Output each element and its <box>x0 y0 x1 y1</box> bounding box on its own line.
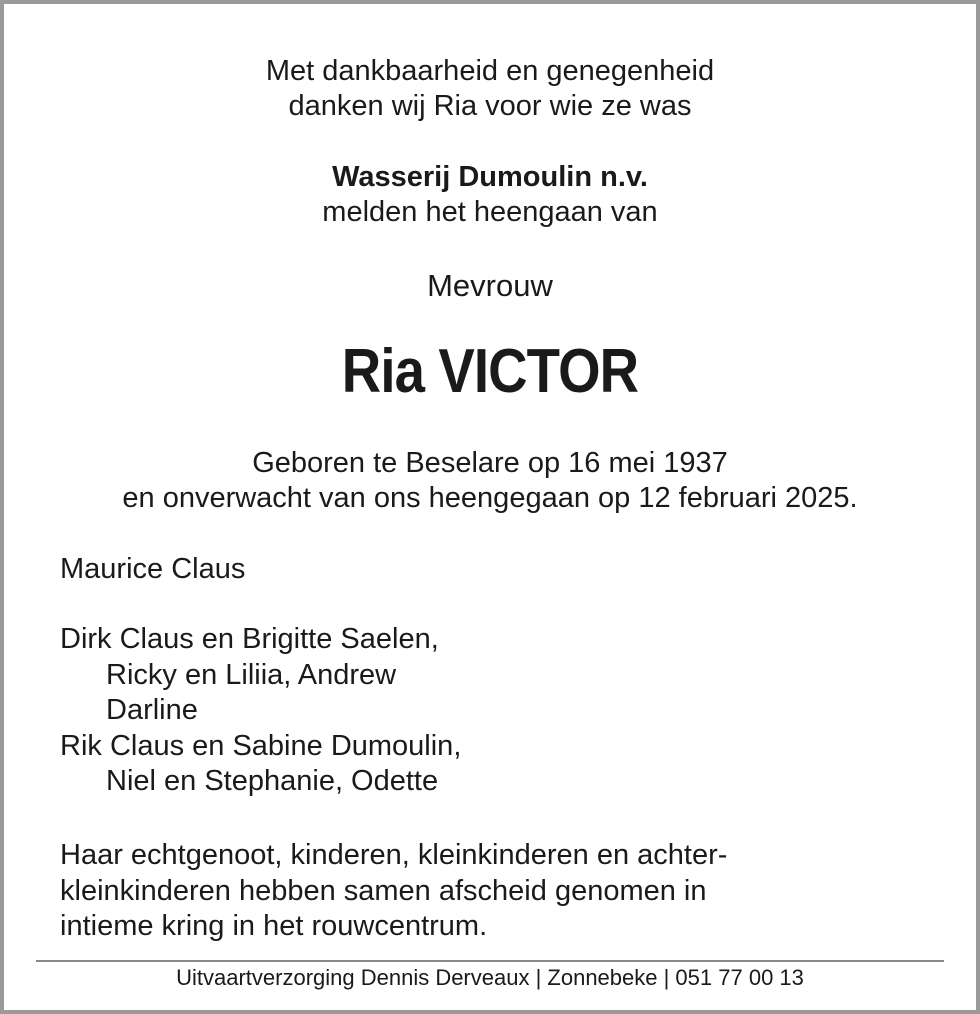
closing-text <box>60 838 727 945</box>
family-member: Dirk Claus en Brigitte Saelen, <box>60 623 439 655</box>
family-member: Niel en Stephanie, Odette <box>106 765 439 797</box>
deceased-title: Mevrouw <box>427 268 553 303</box>
company-block <box>0 160 980 230</box>
closing-line-3: intieme kring in het rouwcentrum. <box>60 910 488 942</box>
closing-line-2: kleinkinderen hebben samen afscheid genomen in <box>60 874 707 907</box>
intro-text <box>0 54 980 124</box>
footer-divider <box>36 960 944 962</box>
family-list <box>60 622 461 800</box>
intro-line-2: danken wij Ria voor wie ze was <box>288 90 692 122</box>
dates-block <box>0 446 980 516</box>
spouse-name: Maurice Claus <box>60 553 246 585</box>
closing-line-1: Haar echtgenoot, kinderen, kleinkinderen en achter- <box>60 839 728 871</box>
announcement-text: melden het heengaan van <box>322 196 658 228</box>
family-member: Darline <box>106 694 198 726</box>
birth-line: Geboren te Beselare op 16 mei 1937 <box>252 447 728 479</box>
family-member: Rik Claus en Sabine Dumoulin, <box>60 729 462 762</box>
company-name: Wasserij Dumoulin n.v. <box>332 161 648 193</box>
deceased-name: Ria VICTOR <box>341 337 639 406</box>
intro-line-1: Met dankbaarheid en genegenheid <box>265 55 715 87</box>
family-member: Ricky en Liliia, Andrew <box>106 658 397 691</box>
death-line: en onverwacht van ons heengegaan op 12 februari 2025. <box>122 482 858 514</box>
funeral-director-footer: Uitvaartverzorging Dennis Derveaux | Zonnebeke | 051 77 00 13 <box>176 965 804 990</box>
